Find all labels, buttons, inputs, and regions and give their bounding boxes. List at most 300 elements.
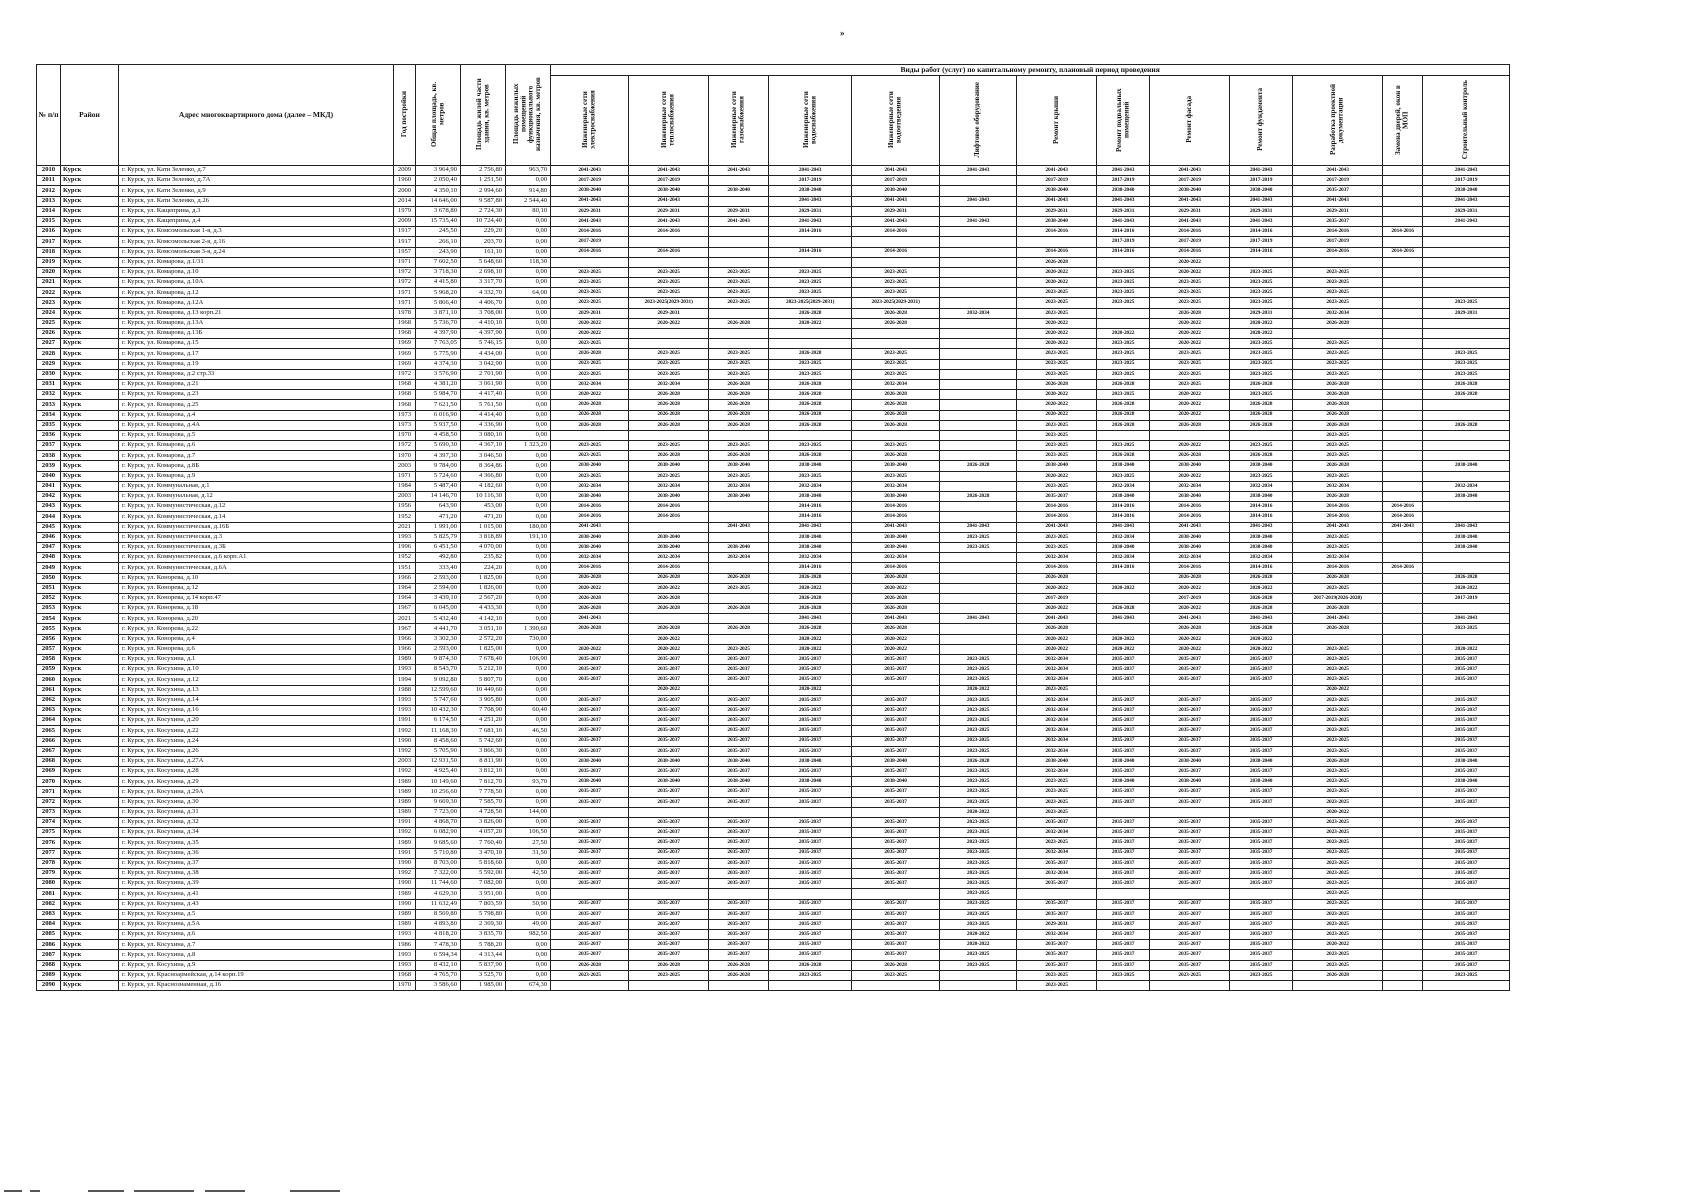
row-work-period: 2032-2034 bbox=[1017, 726, 1097, 736]
row-year: 1968 bbox=[394, 390, 416, 400]
row-address: г. Курск, ул. Кати Зеленко, д.26 bbox=[119, 196, 394, 206]
row-district: Курск bbox=[61, 950, 119, 960]
row-work-period: 2038-2040 bbox=[1423, 461, 1510, 471]
row-work-period bbox=[1383, 909, 1423, 919]
row-work-period: 2023-2025 bbox=[709, 288, 769, 298]
row-number: 2067 bbox=[37, 746, 61, 756]
table-row bbox=[37, 675, 1510, 685]
row-work-period bbox=[709, 593, 769, 603]
row-work-period: 2035-2037 bbox=[769, 919, 852, 929]
row-work-period: 2035-2037 bbox=[1150, 960, 1230, 970]
row-address: г. Курск, ул. Конорева, д.20 bbox=[119, 614, 394, 624]
row-work-period: 2035-2037 bbox=[1423, 950, 1510, 960]
table-row bbox=[37, 583, 1510, 593]
row-nonres-area: 0,00 bbox=[506, 369, 551, 379]
row-work-period: 2026-2028 bbox=[852, 451, 940, 461]
row-work-period: 2038-2040 bbox=[1423, 186, 1510, 196]
row-work-period: 2035-2037 bbox=[1230, 919, 1293, 929]
row-work-period: 2035-2037 bbox=[629, 675, 709, 685]
row-work-period: 2023-2025 bbox=[940, 675, 1017, 685]
row-work-period bbox=[1423, 634, 1510, 644]
row-work-period: 2017-2019 bbox=[852, 176, 940, 186]
row-work-period: 2035-2037 bbox=[1097, 858, 1150, 868]
row-work-period: 2041-2043 bbox=[551, 614, 629, 624]
row-work-period bbox=[852, 981, 940, 991]
table-row bbox=[37, 614, 1510, 624]
header-work-8 bbox=[1150, 76, 1230, 166]
row-work-period bbox=[1423, 339, 1510, 349]
row-work-period: 2020-2022 bbox=[1017, 267, 1097, 277]
row-total-area: 8 458,60 bbox=[416, 736, 461, 746]
row-work-period: 2041-2043 bbox=[852, 196, 940, 206]
row-work-period: 2017-2019 bbox=[1293, 176, 1383, 186]
row-work-period bbox=[852, 685, 940, 695]
row-work-period: 2041-2043 bbox=[551, 196, 629, 206]
row-living-area: 5 592,00 bbox=[461, 868, 506, 878]
row-district: Курск bbox=[61, 532, 119, 542]
table-row bbox=[37, 930, 1510, 940]
row-address: г. Курск, ул. Кати Зеленко, д.7А bbox=[119, 176, 394, 186]
row-nonres-area: 0,00 bbox=[506, 553, 551, 563]
row-work-period: 2023-2025 bbox=[1017, 430, 1097, 440]
row-work-period: 2035-2037 bbox=[629, 665, 709, 675]
row-work-period: 2026-2028 bbox=[1150, 420, 1230, 430]
row-work-period: 2026-2028 bbox=[1293, 379, 1383, 389]
row-work-period: 2035-2037 bbox=[1150, 695, 1230, 705]
row-work-period: 2032-2034 bbox=[1017, 848, 1097, 858]
row-address: г. Курск, ул. Косухина, д.38 bbox=[119, 868, 394, 878]
row-district: Курск bbox=[61, 736, 119, 746]
row-work-period: 2023-2025 bbox=[1293, 716, 1383, 726]
row-address: г. Курск, ул. Косухина, д.24 bbox=[119, 736, 394, 746]
header-num: № п/п bbox=[37, 65, 61, 166]
row-work-period: 2035-2037 bbox=[1017, 899, 1097, 909]
row-work-period bbox=[940, 512, 1017, 522]
row-work-period: 2032-2034 bbox=[1097, 532, 1150, 542]
row-work-period bbox=[1423, 267, 1510, 277]
row-address: г. Курск, ул. Косухина, д.29 bbox=[119, 777, 394, 787]
row-work-period bbox=[1383, 950, 1423, 960]
row-nonres-area: 0,00 bbox=[506, 502, 551, 512]
row-number: 2055 bbox=[37, 624, 61, 634]
table-row bbox=[37, 838, 1510, 848]
row-work-period: 2023-2025 bbox=[1293, 278, 1383, 288]
row-work-period bbox=[769, 981, 852, 991]
row-work-period bbox=[1383, 379, 1423, 389]
row-living-area: 161,10 bbox=[461, 247, 506, 257]
row-work-period: 2020-2022 bbox=[1150, 644, 1230, 654]
row-work-period: 2035-2037 bbox=[1423, 868, 1510, 878]
row-work-period: 2041-2043 bbox=[852, 614, 940, 624]
row-living-area: 5 648,60 bbox=[461, 257, 506, 267]
row-work-period bbox=[1150, 430, 1230, 440]
row-work-period: 2041-2043 bbox=[1423, 166, 1510, 176]
row-work-period: 2026-2028 bbox=[769, 308, 852, 318]
row-work-period: 2035-2037 bbox=[551, 736, 629, 746]
row-living-area: 1 251,50 bbox=[461, 176, 506, 186]
row-work-period: 2023-2025 bbox=[940, 879, 1017, 889]
row-work-period: 2023-2025 bbox=[1293, 430, 1383, 440]
row-nonres-area: 0,00 bbox=[506, 787, 551, 797]
row-work-period: 2035-2037 bbox=[709, 909, 769, 919]
row-living-area: 3 708,00 bbox=[461, 308, 506, 318]
header-work-label: Инженерные сети электроснабжения bbox=[581, 90, 597, 150]
header-address: Адрес многоквартирного дома (далее – МКД) bbox=[119, 65, 394, 166]
row-work-period bbox=[709, 532, 769, 542]
row-district: Курск bbox=[61, 695, 119, 705]
table-row bbox=[37, 909, 1510, 919]
row-work-period: 2038-2040 bbox=[1097, 777, 1150, 787]
row-nonres-area: 0,00 bbox=[506, 298, 551, 308]
row-work-period: 2014-2016 bbox=[551, 563, 629, 573]
row-work-period: 2035-2037 bbox=[629, 828, 709, 838]
row-work-period: 2035-2037 bbox=[551, 940, 629, 950]
row-work-period bbox=[1383, 196, 1423, 206]
table-row bbox=[37, 532, 1510, 542]
row-work-period: 2017-2019 bbox=[1293, 237, 1383, 247]
row-work-period: 2035-2037 bbox=[1423, 879, 1510, 889]
row-work-period: 2038-2040 bbox=[1150, 532, 1230, 542]
row-work-period: 2023-2025 bbox=[1097, 278, 1150, 288]
row-district: Курск bbox=[61, 308, 119, 318]
row-number: 2090 bbox=[37, 981, 61, 991]
row-work-period bbox=[1383, 237, 1423, 247]
row-number: 2011 bbox=[37, 176, 61, 186]
row-work-period: 2023-2025 bbox=[551, 339, 629, 349]
row-work-period: 2023-2025 bbox=[1230, 970, 1293, 980]
row-work-period: 2035-2037 bbox=[1097, 736, 1150, 746]
row-nonres-area: 0,00 bbox=[506, 950, 551, 960]
row-work-period: 2035-2037 bbox=[709, 940, 769, 950]
row-work-period: 2035-2037 bbox=[1150, 909, 1230, 919]
row-year: 1973 bbox=[394, 410, 416, 420]
row-work-period: 2035-2037 bbox=[629, 919, 709, 929]
row-address: г. Курск, ул. Коммунистическая, д.3Б bbox=[119, 542, 394, 552]
header-work-label: Инженерные сети теплоснабжения bbox=[660, 91, 676, 149]
row-work-period bbox=[1383, 736, 1423, 746]
row-work-period: 2026-2028 bbox=[1293, 420, 1383, 430]
row-district: Курск bbox=[61, 868, 119, 878]
row-work-period: 2014-2016 bbox=[1230, 512, 1293, 522]
row-work-period bbox=[1383, 756, 1423, 766]
row-living-area: 5 788,20 bbox=[461, 940, 506, 950]
row-work-period: 2035-2037 bbox=[1230, 716, 1293, 726]
row-address: г. Курск, ул. Комарова, д.4А bbox=[119, 420, 394, 430]
row-total-area: 7 602,50 bbox=[416, 257, 461, 267]
row-work-period: 2020-2022 bbox=[1150, 441, 1230, 451]
row-work-period: 2026-2028 bbox=[852, 593, 940, 603]
table-row bbox=[37, 410, 1510, 420]
row-work-period bbox=[709, 981, 769, 991]
row-work-period: 2020-2022 bbox=[1017, 410, 1097, 420]
row-nonres-area: 0,00 bbox=[506, 756, 551, 766]
row-work-period bbox=[769, 807, 852, 817]
row-living-area: 4 728,50 bbox=[461, 807, 506, 817]
row-year: 1991 bbox=[394, 716, 416, 726]
row-work-period bbox=[1383, 542, 1423, 552]
row-district: Курск bbox=[61, 899, 119, 909]
row-work-period bbox=[940, 288, 1017, 298]
row-address: г. Курск, ул. Косухина, д.1 bbox=[119, 655, 394, 665]
row-total-area: 6 594,34 bbox=[416, 950, 461, 960]
row-total-area: 266,10 bbox=[416, 237, 461, 247]
row-district: Курск bbox=[61, 614, 119, 624]
header-year-label: Год постройки bbox=[399, 91, 408, 138]
row-work-period: 2026-2028 bbox=[1230, 410, 1293, 420]
row-nonres-area: 0,00 bbox=[506, 889, 551, 899]
row-year: 1989 bbox=[394, 838, 416, 848]
row-work-period: 2014-2016 bbox=[629, 502, 709, 512]
row-address: г. Курск, ул. Косухина, д.22 bbox=[119, 726, 394, 736]
capital-repair-table-sheet bbox=[36, 64, 1510, 991]
row-work-period: 2023-2025 bbox=[1230, 298, 1293, 308]
row-work-period: 2026-2028 bbox=[629, 624, 709, 634]
row-work-period: 2035-2037 bbox=[629, 726, 709, 736]
row-district: Курск bbox=[61, 430, 119, 440]
row-total-area: 10 256,60 bbox=[416, 787, 461, 797]
row-work-period: 2026-2028 bbox=[551, 624, 629, 634]
row-work-period: 2041-2043 bbox=[551, 216, 629, 226]
row-living-area: 471,20 bbox=[461, 512, 506, 522]
row-total-area: 5 937,50 bbox=[416, 420, 461, 430]
table-row bbox=[37, 308, 1510, 318]
row-work-period: 2035-2037 bbox=[1423, 736, 1510, 746]
row-work-period: 2035-2037 bbox=[551, 858, 629, 868]
row-district: Курск bbox=[61, 797, 119, 807]
row-work-period: 2026-2028 bbox=[852, 573, 940, 583]
row-work-period: 2020-2022 bbox=[1230, 318, 1293, 328]
row-year: 1993 bbox=[394, 950, 416, 960]
row-work-period: 2035-2037 bbox=[709, 828, 769, 838]
row-work-period: 2017-2019 bbox=[551, 237, 629, 247]
row-year: 1969 bbox=[394, 349, 416, 359]
row-work-period: 2041-2043 bbox=[1230, 614, 1293, 624]
row-work-period: 2020-2022 bbox=[852, 644, 940, 654]
row-work-period: 2023-2025 bbox=[769, 288, 852, 298]
row-work-period bbox=[1423, 430, 1510, 440]
row-work-period bbox=[1097, 430, 1150, 440]
row-living-area: 3 080,10 bbox=[461, 430, 506, 440]
row-address: г. Курск, ул. Коммунистическая, д.3 bbox=[119, 532, 394, 542]
row-address: г. Курск, ул. Комарова, д.4 bbox=[119, 410, 394, 420]
row-address: г. Курск, ул. Косухина, д.7 bbox=[119, 940, 394, 950]
row-year: 1989 bbox=[394, 777, 416, 787]
row-work-period: 2023-2025 bbox=[1293, 848, 1383, 858]
table-row bbox=[37, 288, 1510, 298]
row-work-period bbox=[1383, 675, 1423, 685]
row-work-period bbox=[1423, 512, 1510, 522]
row-address: г. Курск, ул. Комарова, д.12А bbox=[119, 298, 394, 308]
row-work-period: 2020-2022 bbox=[551, 390, 629, 400]
row-work-period: 2023-2025 bbox=[940, 960, 1017, 970]
row-work-period: 2023-2025 bbox=[1293, 909, 1383, 919]
row-work-period bbox=[1423, 410, 1510, 420]
row-nonres-area: 0,00 bbox=[506, 644, 551, 654]
row-year: 1992 bbox=[394, 828, 416, 838]
row-work-period: 2035-2037 bbox=[709, 848, 769, 858]
row-number: 2056 bbox=[37, 634, 61, 644]
row-work-period: 2035-2037 bbox=[1097, 818, 1150, 828]
row-work-period: 2026-2028 bbox=[1423, 379, 1510, 389]
row-work-period: 2014-2016 bbox=[1383, 512, 1423, 522]
row-work-period: 2023-2025 bbox=[629, 359, 709, 369]
row-work-period bbox=[1383, 278, 1423, 288]
row-work-period: 2035-2037 bbox=[1423, 818, 1510, 828]
row-living-area: 5 742,60 bbox=[461, 736, 506, 746]
row-work-period: 2035-2037 bbox=[1423, 858, 1510, 868]
row-work-period bbox=[940, 369, 1017, 379]
row-work-period: 2020-2022 bbox=[1017, 604, 1097, 614]
row-work-period bbox=[1423, 257, 1510, 267]
row-work-period: 2035-2037 bbox=[551, 675, 629, 685]
row-work-period: 2014-2016 bbox=[852, 502, 940, 512]
row-work-period: 2023-2025 bbox=[629, 471, 709, 481]
row-work-period: 2023-2025 bbox=[1293, 767, 1383, 777]
row-nonres-area: 0,00 bbox=[506, 665, 551, 675]
table-row bbox=[37, 502, 1510, 512]
row-work-period: 2038-2040 bbox=[1230, 532, 1293, 542]
row-address: г. Курск, ул. Косухина, д.29А bbox=[119, 787, 394, 797]
row-total-area: 5 984,70 bbox=[416, 390, 461, 400]
row-living-area: 203,70 bbox=[461, 237, 506, 247]
row-work-period bbox=[551, 807, 629, 817]
row-work-period bbox=[940, 257, 1017, 267]
row-work-period bbox=[1383, 553, 1423, 563]
row-total-area: 3 871,10 bbox=[416, 308, 461, 318]
row-year: 1971 bbox=[394, 298, 416, 308]
header-nonres-area bbox=[506, 65, 551, 166]
header-work-5 bbox=[940, 76, 1017, 166]
row-work-period: 2023-2025 bbox=[629, 288, 709, 298]
row-district: Курск bbox=[61, 166, 119, 176]
row-work-period bbox=[1293, 981, 1383, 991]
row-district: Курск bbox=[61, 889, 119, 899]
row-nonres-area: 180,00 bbox=[506, 522, 551, 532]
row-work-period: 2038-2040 bbox=[551, 532, 629, 542]
row-work-period: 2023-2025 bbox=[629, 369, 709, 379]
row-living-area: 4 366,80 bbox=[461, 471, 506, 481]
row-work-period: 2038-2040 bbox=[852, 461, 940, 471]
row-work-period: 2035-2037 bbox=[769, 797, 852, 807]
row-work-period: 2026-2028 bbox=[940, 492, 1017, 502]
row-district: Курск bbox=[61, 522, 119, 532]
row-year: 2014 bbox=[394, 196, 416, 206]
row-work-period: 2023-2025 bbox=[1423, 359, 1510, 369]
row-number: 2019 bbox=[37, 257, 61, 267]
row-work-period: 2035-2037 bbox=[709, 665, 769, 675]
row-work-period: 2035-2037 bbox=[1097, 930, 1150, 940]
row-work-period: 2026-2028 bbox=[709, 451, 769, 461]
row-work-period: 2020-2022 bbox=[1150, 634, 1230, 644]
row-address: г. Курск, ул. Косухина, д.41 bbox=[119, 889, 394, 899]
row-work-period: 2026-2028 bbox=[769, 451, 852, 461]
row-work-period: 2035-2037 bbox=[629, 838, 709, 848]
row-address: г. Курск, ул. Конорева, д.12 bbox=[119, 583, 394, 593]
row-work-period: 2041-2043 bbox=[1150, 522, 1230, 532]
row-address: г. Курск, ул. Комсомольская 3-я, д.24 bbox=[119, 247, 394, 257]
row-work-period: 2023-2025 bbox=[1150, 349, 1230, 359]
row-work-period: 2026-2028 bbox=[1097, 400, 1150, 410]
row-work-period: 2032-2034 bbox=[1097, 481, 1150, 491]
row-work-period: 2020-2022 bbox=[1017, 583, 1097, 593]
row-work-period: 2032-2034 bbox=[551, 481, 629, 491]
row-work-period bbox=[940, 634, 1017, 644]
row-nonres-area: 0,00 bbox=[506, 349, 551, 359]
row-work-period: 2035-2037 bbox=[1017, 960, 1097, 970]
row-work-period: 2020-2022 bbox=[629, 318, 709, 328]
row-work-period bbox=[1150, 685, 1230, 695]
row-work-period: 2038-2040 bbox=[709, 542, 769, 552]
row-work-period: 2035-2037 bbox=[1423, 695, 1510, 705]
row-work-period bbox=[1097, 981, 1150, 991]
row-district: Курск bbox=[61, 644, 119, 654]
row-total-area: 4 818,20 bbox=[416, 930, 461, 940]
row-living-area: 4 251,20 bbox=[461, 716, 506, 726]
row-address: г. Курск, ул. Конорева, д.4 bbox=[119, 634, 394, 644]
row-address: г. Курск, ул. Конорева, д.22 bbox=[119, 624, 394, 634]
row-work-period bbox=[709, 430, 769, 440]
scan-mark bbox=[290, 1190, 340, 1192]
row-district: Курск bbox=[61, 777, 119, 787]
row-nonres-area: 0,00 bbox=[506, 970, 551, 980]
row-year: 1991 bbox=[394, 818, 416, 828]
row-work-period: 2035-2037 bbox=[1423, 848, 1510, 858]
row-work-period: 2026-2028 bbox=[551, 573, 629, 583]
row-work-period: 2035-2037 bbox=[1097, 848, 1150, 858]
header-work-label: Строительный контроль bbox=[1461, 80, 1470, 160]
row-work-period: 2020-2022 bbox=[1293, 685, 1383, 695]
row-living-area: 7 681,10 bbox=[461, 726, 506, 736]
row-work-period: 2035-2037 bbox=[1150, 716, 1230, 726]
row-work-period bbox=[1383, 420, 1423, 430]
row-number: 2029 bbox=[37, 359, 61, 369]
row-nonres-area: 0,00 bbox=[506, 960, 551, 970]
row-district: Курск bbox=[61, 838, 119, 848]
row-district: Курск bbox=[61, 604, 119, 614]
row-work-period: 2032-2034 bbox=[769, 553, 852, 563]
row-work-period: 2032-2034 bbox=[1017, 553, 1097, 563]
row-address: г. Курск, ул. Конорева, д.10 bbox=[119, 573, 394, 583]
table-row bbox=[37, 451, 1510, 461]
row-work-period: 2023-2025 bbox=[1293, 858, 1383, 868]
row-address: г. Курск, ул. Косухина, д.10 bbox=[119, 665, 394, 675]
row-work-period: 2020-2022 bbox=[1423, 583, 1510, 593]
row-work-period: 2020-2022 bbox=[1150, 471, 1230, 481]
row-work-period: 2035-2037 bbox=[769, 930, 852, 940]
header-total-area bbox=[416, 65, 461, 166]
row-work-period: 2035-2037 bbox=[629, 736, 709, 746]
row-work-period bbox=[551, 685, 629, 695]
row-work-period: 2035-2037 bbox=[709, 675, 769, 685]
row-district: Курск bbox=[61, 573, 119, 583]
row-work-period bbox=[1383, 746, 1423, 756]
row-living-area: 453,00 bbox=[461, 502, 506, 512]
row-work-period: 2023-2025 bbox=[1230, 471, 1293, 481]
row-address: г. Курск, ул. Косухина, д.14 bbox=[119, 695, 394, 705]
row-living-area: 7 803,59 bbox=[461, 899, 506, 909]
row-work-period: 2035-2037 bbox=[1150, 930, 1230, 940]
header-work-label: Ремонт крыши bbox=[1051, 95, 1060, 144]
row-work-period: 2026-2028 bbox=[709, 318, 769, 328]
row-work-period: 2035-2037 bbox=[1017, 492, 1097, 502]
row-work-period: 2038-2040 bbox=[852, 542, 940, 552]
row-work-period bbox=[1383, 838, 1423, 848]
header-work-label: Ремонт фасада bbox=[1184, 96, 1193, 144]
row-work-period bbox=[1097, 308, 1150, 318]
row-work-period bbox=[551, 430, 629, 440]
row-work-period: 2035-2037 bbox=[1150, 868, 1230, 878]
row-work-period: 2041-2043 bbox=[1097, 614, 1150, 624]
